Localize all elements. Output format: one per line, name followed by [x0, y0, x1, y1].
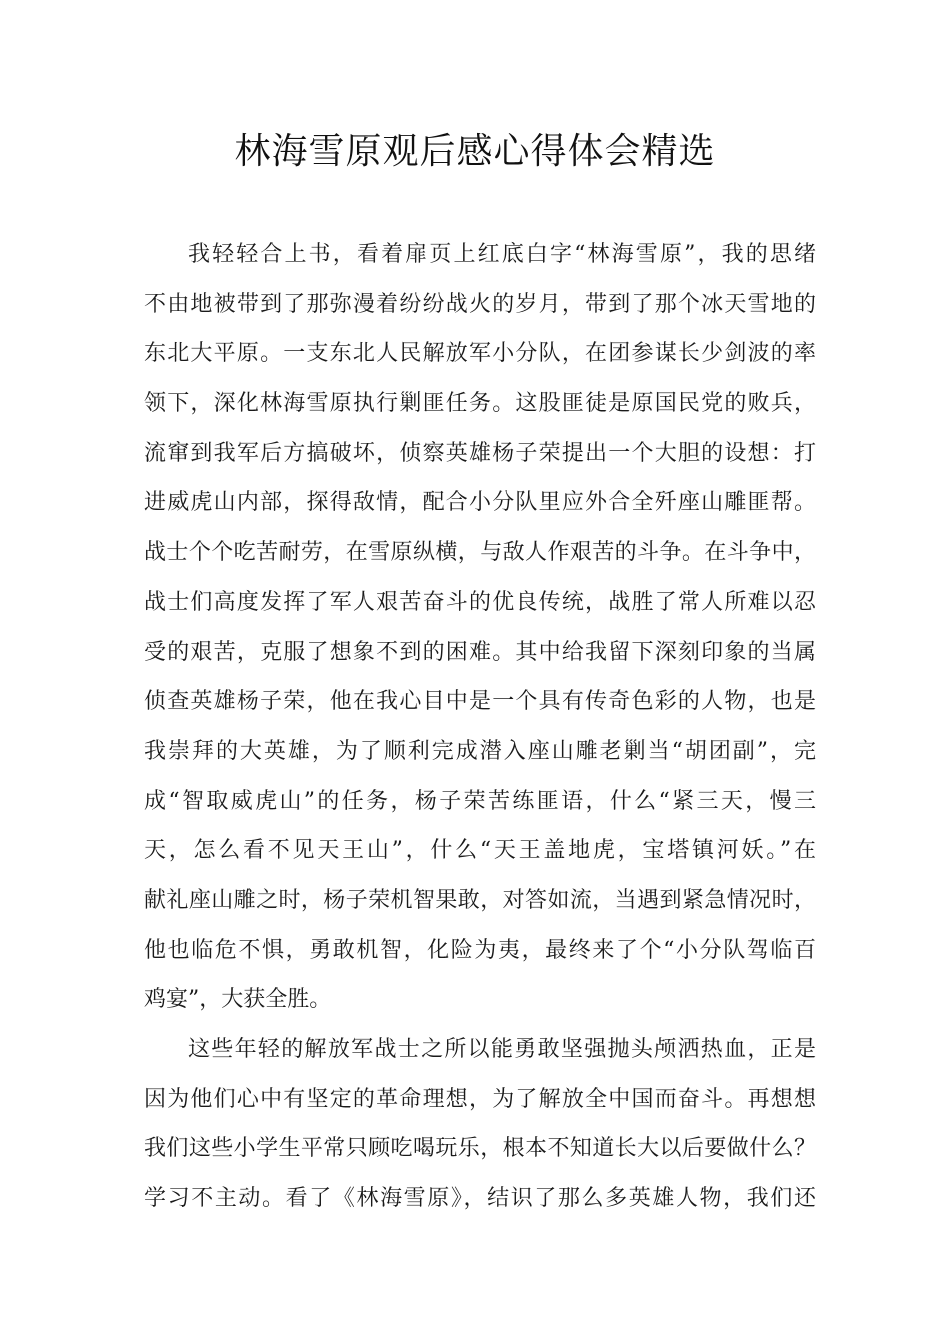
paragraph-1-line-5: 流窜到我军后方搞破坏，侦察英雄杨子荣提出一个大胆的设想：打 [144, 440, 816, 466]
document-body [144, 230, 816, 1224]
paragraph-1-line-9: 受的艰苦，克服了想象不到的困难。其中给我留下深刻印象的当属 [144, 639, 816, 665]
paragraph-1-line-3: 东北大平原。一支东北人民解放军小分队，在团参谋长少剑波的率 [144, 341, 816, 367]
paragraph-1-line-11: 我崇拜的大英雄，为了顺利完成潜入座山雕老剿当“胡团副”，完 [144, 738, 816, 764]
paragraph-2-line-1: 这些年轻的解放军战士之所以能勇敢坚强抛头颅洒热血，正是 [188, 1037, 816, 1062]
document-title: 林海雪原观后感心得体会精选 [234, 131, 716, 172]
paragraph-2-line-4: 学习不主动。看了《林海雪原》，结识了那么多英雄人物，我们还 [144, 1186, 816, 1212]
paragraph-1-line-6: 进威虎山内部，探得敌情，配合小分队里应外合全歼座山雕匪帮。 [144, 490, 816, 516]
paragraph-1-line-1: 我轻轻合上书，看着扉页上红底白字“林海雪原”，我的思绪 [188, 242, 816, 267]
paragraph-1-line-13: 天，怎么看不见天王山”，什么“天王盖地虎，宝塔镇河妖。”在 [144, 838, 816, 864]
paragraph-1-line-12: 成“智取威虎山”的任务，杨子荣苦练匪语，什么“紧三天，慢三 [144, 788, 816, 814]
paragraph-1-line-8: 战士们高度发挥了军人艰苦奋斗的优良传统，战胜了常人所难以忍 [144, 589, 816, 615]
paragraph-1-line-7: 战士个个吃苦耐劳，在雪原纵横，与敌人作艰苦的斗争。在斗争中， [144, 540, 816, 566]
paragraph-2-line-2: 因为他们心中有坚定的革命理想，为了解放全中国而奋斗。再想想 [144, 1086, 816, 1112]
paragraph-2-line-3: 我们这些小学生平常只顾吃喝玩乐，根本不知道长大以后要做什么？ [144, 1136, 816, 1162]
paragraph-1-line-16: 鸡宴”，大获全胜。 [144, 987, 332, 1013]
paragraph-1-line-15: 他也临危不惧，勇敢机智，化险为夷，最终来了个“小分队驾临百 [144, 937, 816, 963]
paragraph-1-line-10: 侦查英雄杨子荣，他在我心目中是一个具有传奇色彩的人物，也是 [144, 689, 816, 715]
paragraph-1-line-4: 领下，深化林海雪原执行剿匪任务。这股匪徒是原国民党的败兵， [144, 391, 816, 417]
paragraph-1-line-14: 献礼座山雕之时，杨子荣机智果敢，对答如流，当遇到紧急情况时， [144, 887, 816, 913]
paragraph-1-line-2: 不由地被带到了那弥漫着纷纷战火的岁月，带到了那个冰天雪地的 [144, 291, 816, 317]
